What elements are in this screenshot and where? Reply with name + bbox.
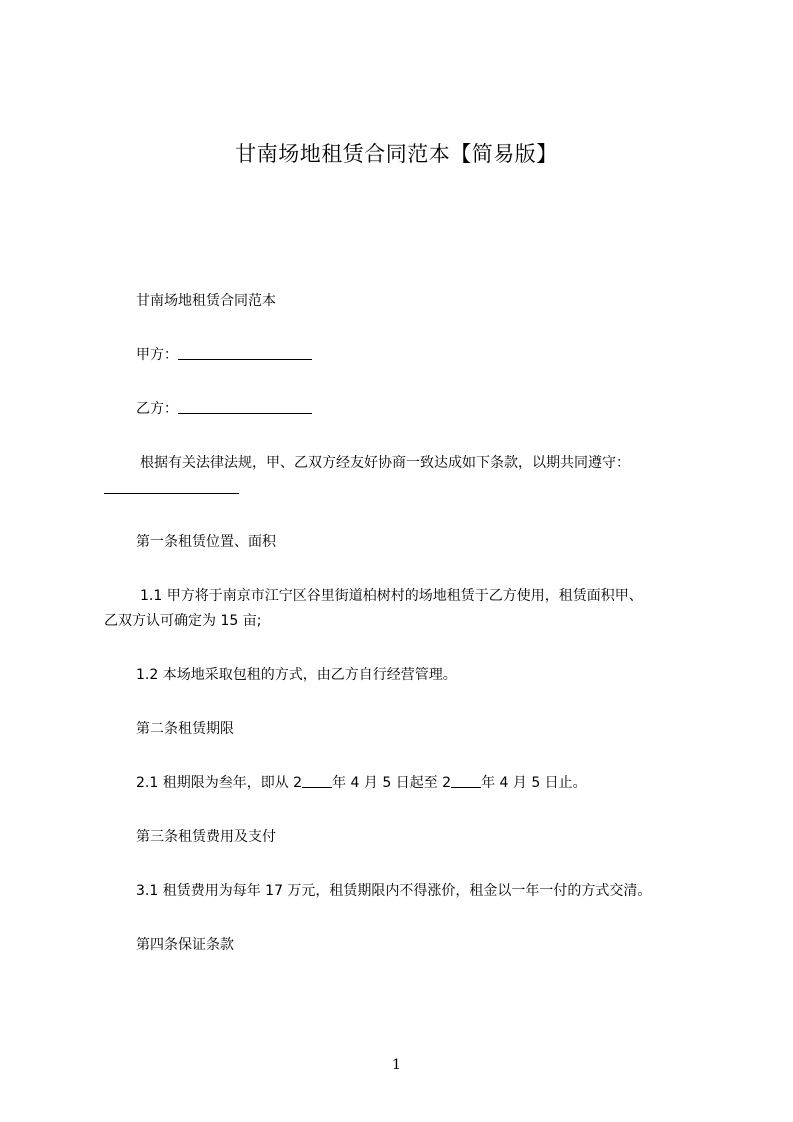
clause-1-1-line-2: 乙双方认可确定为 15 亩; <box>104 613 262 629</box>
page-number: 1 <box>392 1057 401 1073</box>
party-a-line <box>136 344 312 366</box>
party-b-label: 乙方： <box>136 401 178 417</box>
party-a-label: 甲方： <box>136 347 178 363</box>
end-year-blank <box>451 773 481 788</box>
article-2-title: 第二条租赁期限 <box>136 721 234 737</box>
clause-2-1-part-a: 2.1 租期限为叁年，即从 2 <box>136 775 303 791</box>
clause-2-1-part-b: 年 4 月 5 日起至 2 <box>332 775 452 791</box>
article-3-title: 第三条租赁费用及支付 <box>136 829 276 845</box>
article-1-title: 第一条租赁位置、面积 <box>136 534 276 550</box>
clause-1-1-line-1: 1.1 甲方将于南京市江宁区谷里街道柏树村的场地租赁于乙方使用，租赁面积甲、 <box>140 588 643 604</box>
clause-3-1: 3.1 租赁费用为每年 17 万元，租赁期限内不得涨价，租金以一年一付的方式交清。 <box>136 883 652 899</box>
clause-2-1 <box>136 772 587 794</box>
clause-2-1-part-c: 年 4 月 5 日止。 <box>481 775 587 791</box>
preamble-text: 根据有关法律法规，甲、乙双方经友好协商一致达成如下条款，以期共同遵守： <box>140 455 630 471</box>
party-b-blank <box>178 399 312 414</box>
preamble-blank-line <box>104 478 239 500</box>
start-year-blank <box>302 773 332 788</box>
clause-1-2: 1.2 本场地采取包租的方式，由乙方自行经营管理。 <box>136 667 457 683</box>
party-a-blank <box>178 345 312 360</box>
contract-subtitle: 甘南场地租赁合同范本 <box>136 293 276 309</box>
article-4-title: 第四条保证条款 <box>136 937 234 953</box>
document-title: 甘南场地租赁合同范本【简易版】 <box>235 142 558 166</box>
preamble-blank <box>104 479 239 494</box>
party-b-line <box>136 398 312 420</box>
